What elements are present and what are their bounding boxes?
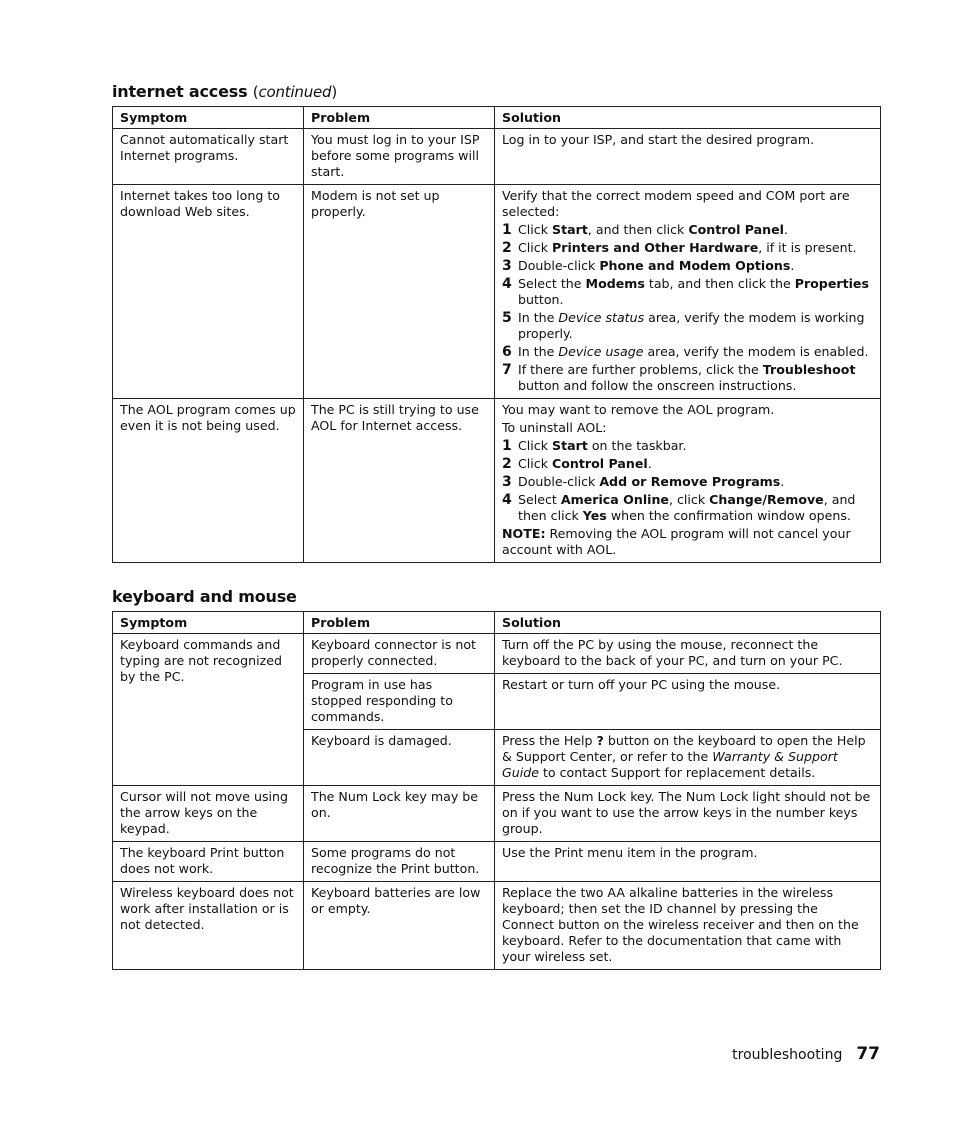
problem-cell: Keyboard connector is not properly connected. (304, 634, 495, 674)
page-content (112, 82, 880, 970)
step-number: 6 (502, 344, 512, 360)
step-number: 4 (502, 492, 512, 508)
solution-header: Solution (495, 107, 881, 129)
table-row (113, 634, 881, 674)
solution-cell: Press the Help ? button on the keyboard to open the Help & Support Center, or refer to the Warranty & Support Guide to contact Support for replacement details. (495, 730, 881, 786)
step-number: 5 (502, 310, 512, 326)
step-item (502, 474, 873, 490)
help-key-symbol: ? (596, 733, 604, 748)
step-item (502, 456, 873, 472)
solution-header: Solution (495, 612, 881, 634)
step-number: 1 (502, 222, 512, 238)
solution-cell: Log in to your ISP, and start the desired program. (495, 129, 881, 185)
table-header-row (113, 612, 881, 634)
problem-cell: Keyboard batteries are low or empty. (304, 882, 495, 970)
table-row (113, 842, 881, 882)
step-number: 2 (502, 240, 512, 256)
step-text: Click Start, and then click Control Panel. (518, 222, 789, 237)
symptom-cell: Keyboard commands and typing are not recognized by the PC. (113, 634, 304, 786)
section-title-internet-access (112, 82, 880, 101)
symptom-cell: Cursor will not move using the arrow keys on the keypad. (113, 786, 304, 842)
note-label: NOTE: (502, 526, 546, 541)
problem-cell: Program in use has stopped responding to commands. (304, 674, 495, 730)
symptom-header: Symptom (113, 107, 304, 129)
step-text: Click Printers and Other Hardware, if it is present. (518, 240, 857, 255)
step-text: Click Start on the taskbar. (518, 438, 687, 453)
solution-cell: Turn off the PC by using the mouse, reconnect the keyboard to the back of your PC, and turn on your PC. (495, 634, 881, 674)
section-title-keyboard-mouse: keyboard and mouse (112, 587, 297, 606)
footer-section-label: troubleshooting (732, 1047, 843, 1063)
step-text: Double-click Phone and Modem Options. (518, 258, 795, 273)
symptom-cell: Wireless keyboard does not work after installation or is not detected. (113, 882, 304, 970)
problem-cell: The PC is still trying to use AOL for Internet access. (304, 399, 495, 563)
table-row (113, 786, 881, 842)
step-number: 2 (502, 456, 512, 472)
symptom-cell: The AOL program comes up even it is not being used. (113, 399, 304, 563)
solution-intro: To uninstall AOL: (502, 420, 607, 435)
table-row (113, 399, 881, 563)
problem-cell: Some programs do not recognize the Print button. (304, 842, 495, 882)
step-text: If there are further problems, click the Troubleshoot button and follow the onscreen instructions. (518, 362, 856, 393)
step-item (502, 438, 873, 454)
step-text: In the Device status area, verify the modem is working properly. (518, 310, 865, 341)
problem-header: Problem (304, 107, 495, 129)
step-number: 3 (502, 258, 512, 274)
table-row (113, 882, 881, 970)
step-item (502, 492, 873, 524)
problem-cell: You must log in to your ISP before some programs will start. (304, 129, 495, 185)
continued-text: continued (258, 83, 332, 101)
table-row (113, 185, 881, 399)
step-number: 3 (502, 474, 512, 490)
solution-intro: Verify that the correct modem speed and COM port are selected: (502, 188, 850, 219)
solution-cell: Replace the two AA alkaline batteries in the wireless keyboard; then set the ID channel by pressing the Connect button on the wireless receiver and then on the keyboard. Refer to the documentation that came with your wireless set. (495, 882, 881, 970)
step-item (502, 344, 873, 360)
page-number: 77 (856, 1044, 880, 1064)
step-number: 7 (502, 362, 512, 378)
solution-cell: Restart or turn off your PC using the mouse. (495, 674, 881, 730)
internet-access-table (112, 106, 881, 563)
step-text: In the Device usage area, verify the modem is enabled. (518, 344, 869, 359)
step-text: Select America Online, click Change/Remove, and then click Yes when the confirmation window opens. (518, 492, 856, 523)
step-item (502, 240, 873, 256)
solution-intro: You may want to remove the AOL program. (502, 402, 775, 417)
solution-cell (495, 399, 881, 563)
solution-cell (495, 185, 881, 399)
table-row (113, 129, 881, 185)
table-header-row (113, 107, 881, 129)
solution-cell: Press the Num Lock key. The Num Lock light should not be on if you want to use the arrow keys in the number keys group. (495, 786, 881, 842)
continued-label: (continued) (252, 83, 338, 101)
problem-cell: Modem is not set up properly. (304, 185, 495, 399)
symptom-cell: The keyboard Print button does not work. (113, 842, 304, 882)
problem-cell: Keyboard is damaged. (304, 730, 495, 786)
note-text: NOTE: Removing the AOL program will not cancel your account with AOL. (502, 526, 851, 557)
step-text: Click Control Panel. (518, 456, 652, 471)
problem-cell: The Num Lock key may be on. (304, 786, 495, 842)
symptom-cell: Internet takes too long to download Web sites. (113, 185, 304, 399)
step-text: Select the Modems tab, and then click the Properties button. (518, 276, 869, 307)
step-item (502, 310, 873, 342)
step-number: 4 (502, 276, 512, 292)
step-item (502, 276, 873, 308)
solution-cell: Use the Print menu item in the program. (495, 842, 881, 882)
step-text: Double-click Add or Remove Programs. (518, 474, 785, 489)
keyboard-mouse-table (112, 611, 881, 970)
internet-access-heading: internet access (112, 82, 248, 101)
symptom-cell: Cannot automatically start Internet programs. (113, 129, 304, 185)
step-item (502, 362, 873, 394)
step-item (502, 258, 873, 274)
problem-header: Problem (304, 612, 495, 634)
step-item (502, 222, 873, 238)
page-footer (732, 1044, 880, 1064)
symptom-header: Symptom (113, 612, 304, 634)
step-number: 1 (502, 438, 512, 454)
